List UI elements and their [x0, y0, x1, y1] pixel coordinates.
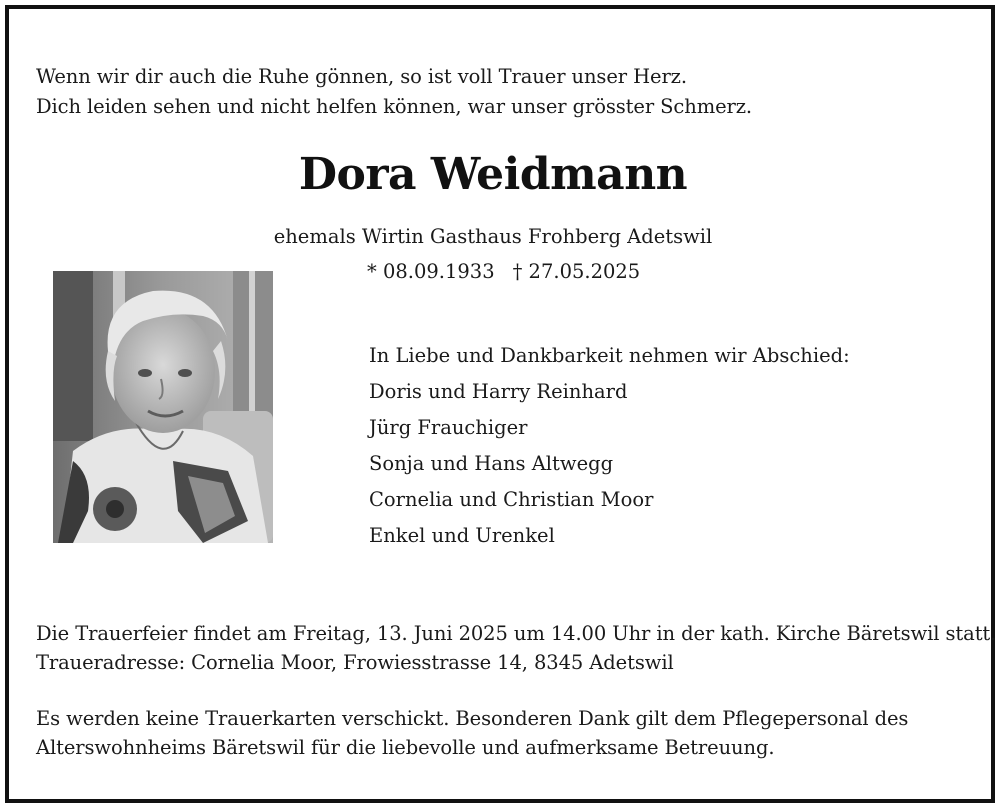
service-line-1: Die Trauerfeier findet am Freitag, 13. Juni 2025 um 14.00 Uhr in der kath. Kirche Bäretswil statt.: [36, 622, 997, 645]
service-info: [36, 619, 996, 677]
death-date: † 27.05.2025: [512, 260, 641, 283]
deceased-role: ehemals Wirtin Gasthaus Frohberg Adetswil: [273, 225, 713, 248]
mourners-list: [369, 338, 850, 554]
closing-note: [36, 704, 908, 762]
mourner-name: Doris und Harry Reinhard: [369, 380, 628, 403]
service-line-2: Traueradresse: Cornelia Moor, Frowiesstrasse 14, 8345 Adetswil: [36, 651, 674, 674]
life-dates: [367, 258, 640, 286]
birth-date: * 08.09.1933: [367, 260, 495, 283]
mourner-name: Cornelia und Christian Moor: [369, 488, 654, 511]
note-line-2: Alterswohnheims Bäretswil für die liebevolle und aufmerksame Betreuung.: [36, 736, 775, 759]
verse-line-2: Dich leiden sehen und nicht helfen können, war unser grösster Schmerz.: [36, 95, 753, 118]
note-line-1: Es werden keine Trauerkarten verschickt. Besonderen Dank gilt dem Pflegepersonal des: [36, 707, 909, 730]
mourner-name: Jürg Frauchiger: [369, 416, 528, 439]
verse-line-1: Wenn wir dir auch die Ruhe gönnen, so ist voll Trauer unser Herz.: [36, 65, 687, 88]
mourner-name: Enkel und Urenkel: [369, 524, 555, 547]
memorial-verse: [36, 62, 752, 122]
mourner-name: Sonja und Hans Altwegg: [369, 452, 614, 475]
deceased-name: Dora Weidmann: [298, 149, 688, 200]
portrait-photo: [53, 271, 273, 543]
mourners-heading: In Liebe und Dankbarkeit nehmen wir Abschied:: [369, 344, 850, 367]
